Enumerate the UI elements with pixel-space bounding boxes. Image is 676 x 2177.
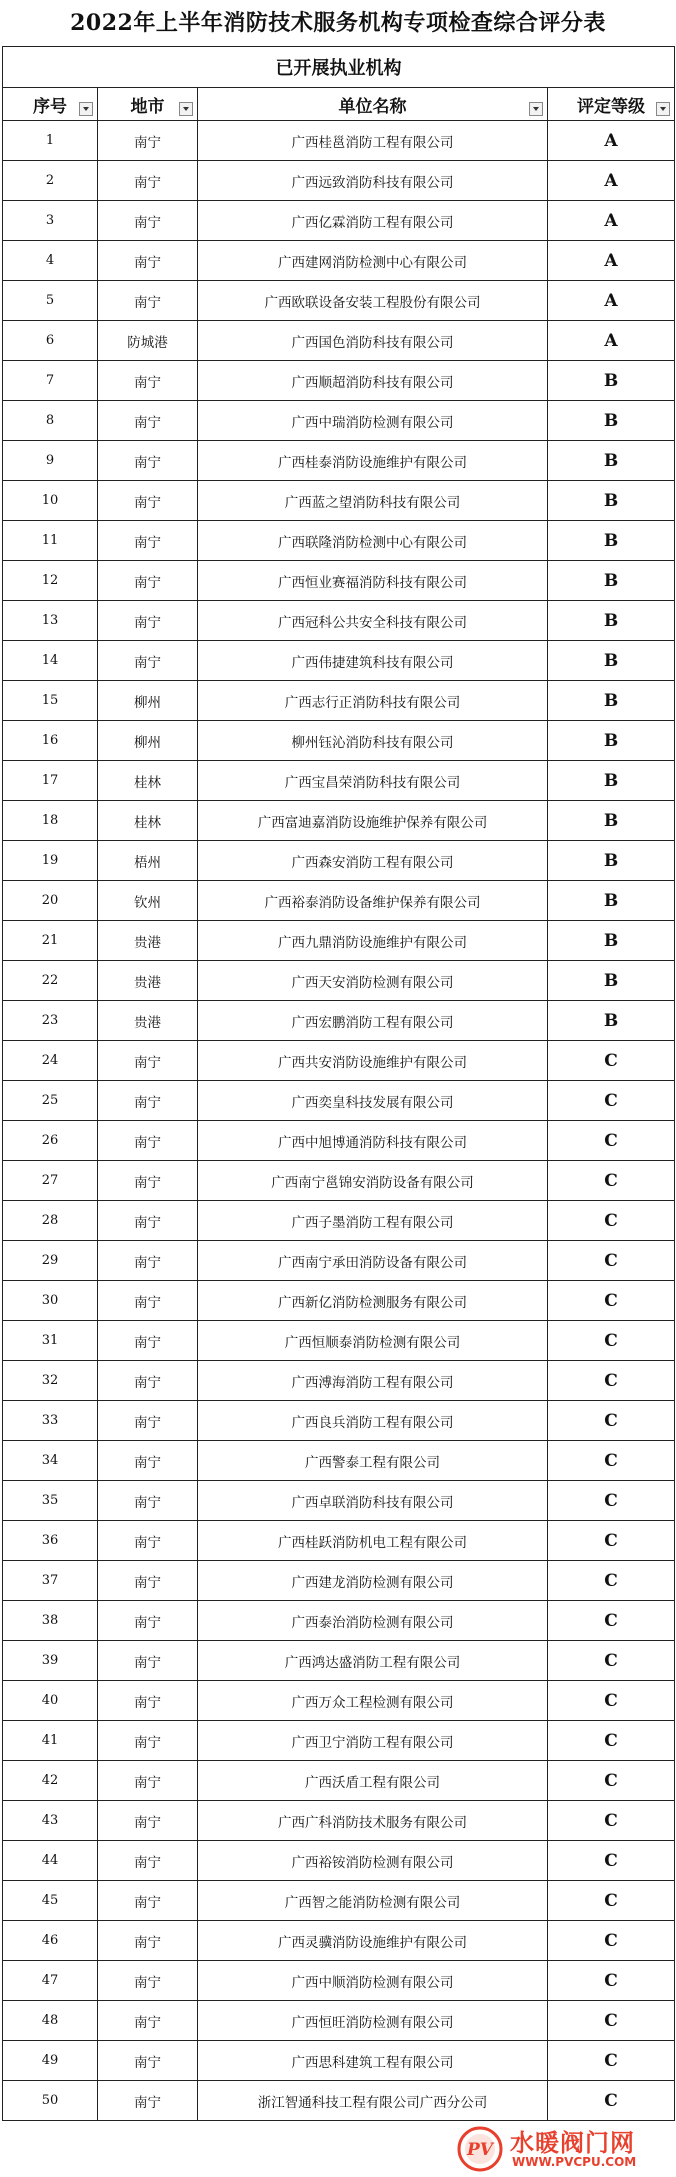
cell-city: 南宁	[98, 1801, 198, 1841]
cell-grade: B	[548, 721, 675, 761]
cell-grade: C	[548, 1121, 675, 1161]
cell-grade: C	[548, 1201, 675, 1241]
cell-city: 柳州	[98, 721, 198, 761]
cell-grade: C	[548, 2041, 675, 2081]
table-row	[3, 241, 675, 281]
cell-city: 南宁	[98, 1241, 198, 1281]
cell-grade: C	[548, 1401, 675, 1441]
cell-name: 广西广科消防技术服务有限公司	[198, 1801, 548, 1841]
cell-grade: A	[548, 121, 675, 161]
cell-grade: A	[548, 321, 675, 361]
cell-name: 广西桂跃消防机电工程有限公司	[198, 1521, 548, 1561]
cell-grade: C	[548, 1881, 675, 1921]
cell-city: 南宁	[98, 1281, 198, 1321]
cell-city: 南宁	[98, 1081, 198, 1121]
table-row	[3, 521, 675, 561]
cell-name: 广西冠科公共安全科技有限公司	[198, 601, 548, 641]
cell-no: 49	[3, 2041, 98, 2081]
cell-name: 广西泰治消防检测有限公司	[198, 1601, 548, 1641]
table-row	[3, 1121, 675, 1161]
cell-city: 南宁	[98, 201, 198, 241]
cell-no: 12	[3, 561, 98, 601]
cell-city: 贵港	[98, 921, 198, 961]
cell-grade: B	[548, 401, 675, 441]
cell-no: 17	[3, 761, 98, 801]
filter-dropdown-icon[interactable]	[529, 102, 543, 116]
column-header-no	[3, 88, 98, 121]
cell-no: 1	[3, 121, 98, 161]
table-row	[3, 2001, 675, 2041]
watermark	[456, 2121, 672, 2175]
cell-no: 4	[3, 241, 98, 281]
table-row	[3, 1001, 675, 1041]
cell-name: 浙江智通科技工程有限公司广西分公司	[198, 2081, 548, 2121]
cell-grade: C	[548, 1281, 675, 1321]
cell-no: 15	[3, 681, 98, 721]
cell-name: 广西联隆消防检测中心有限公司	[198, 521, 548, 561]
table-row	[3, 801, 675, 841]
cell-city: 南宁	[98, 1361, 198, 1401]
table-row	[3, 1321, 675, 1361]
table-row	[3, 1281, 675, 1321]
cell-grade: B	[548, 881, 675, 921]
cell-grade: C	[548, 1681, 675, 1721]
table-row	[3, 441, 675, 481]
cell-no: 6	[3, 321, 98, 361]
cell-no: 16	[3, 721, 98, 761]
cell-no: 3	[3, 201, 98, 241]
cell-no: 9	[3, 441, 98, 481]
cell-name: 广西国色消防科技有限公司	[198, 321, 548, 361]
cell-name: 广西子墨消防工程有限公司	[198, 1201, 548, 1241]
cell-city: 南宁	[98, 1401, 198, 1441]
cell-city: 南宁	[98, 361, 198, 401]
watermark-logo-text: PV	[467, 2140, 493, 2160]
cell-name: 广西顺超消防科技有限公司	[198, 361, 548, 401]
table-row	[3, 2041, 675, 2081]
cell-grade: B	[548, 641, 675, 681]
cell-no: 11	[3, 521, 98, 561]
cell-grade: C	[548, 1041, 675, 1081]
cell-name: 广西新亿消防检测服务有限公司	[198, 1281, 548, 1321]
watermark-logo-icon	[456, 2125, 504, 2173]
cell-no: 29	[3, 1241, 98, 1281]
cell-grade: C	[548, 1721, 675, 1761]
cell-name: 广西九鼎消防设施维护有限公司	[198, 921, 548, 961]
cell-no: 27	[3, 1161, 98, 1201]
cell-name: 广西奕皇科技发展有限公司	[198, 1081, 548, 1121]
cell-name: 广西思科建筑工程有限公司	[198, 2041, 548, 2081]
cell-grade: C	[548, 1961, 675, 2001]
cell-grade: B	[548, 961, 675, 1001]
filter-dropdown-icon[interactable]	[79, 102, 93, 116]
cell-city: 柳州	[98, 681, 198, 721]
cell-name: 广西中顺消防检测有限公司	[198, 1961, 548, 2001]
cell-city: 南宁	[98, 1521, 198, 1561]
table-row	[3, 641, 675, 681]
cell-city: 南宁	[98, 1481, 198, 1521]
cell-grade: C	[548, 1081, 675, 1121]
cell-name: 广西中瑞消防检测有限公司	[198, 401, 548, 441]
cell-city: 南宁	[98, 1841, 198, 1881]
cell-no: 45	[3, 1881, 98, 1921]
cell-city: 南宁	[98, 1681, 198, 1721]
cell-no: 18	[3, 801, 98, 841]
table-row	[3, 1361, 675, 1401]
cell-no: 8	[3, 401, 98, 441]
cell-city: 桂林	[98, 801, 198, 841]
cell-name: 广西富迪嘉消防设施维护保养有限公司	[198, 801, 548, 841]
cell-city: 南宁	[98, 1561, 198, 1601]
cell-name: 广西沃盾工程有限公司	[198, 1761, 548, 1801]
cell-no: 26	[3, 1121, 98, 1161]
cell-name: 广西宝昌荣消防科技有限公司	[198, 761, 548, 801]
table-row	[3, 2081, 675, 2121]
table-row	[3, 161, 675, 201]
cell-grade: C	[548, 1521, 675, 1561]
table-row	[3, 401, 675, 441]
table-row	[3, 1961, 675, 2001]
cell-city: 南宁	[98, 601, 198, 641]
cell-no: 20	[3, 881, 98, 921]
cell-name: 广西灵骥消防设施维护有限公司	[198, 1921, 548, 1961]
cell-grade: C	[548, 2001, 675, 2041]
cell-grade: B	[548, 441, 675, 481]
cell-name: 广西卓联消防科技有限公司	[198, 1481, 548, 1521]
cell-grade: C	[548, 1641, 675, 1681]
cell-city: 南宁	[98, 1441, 198, 1481]
cell-name: 广西南宁承田消防设备有限公司	[198, 1241, 548, 1281]
cell-no: 37	[3, 1561, 98, 1601]
cell-no: 41	[3, 1721, 98, 1761]
cell-grade: C	[548, 1561, 675, 1601]
table-row	[3, 1921, 675, 1961]
cell-name: 广西伟捷建筑科技有限公司	[198, 641, 548, 681]
cell-grade: C	[548, 1841, 675, 1881]
filter-dropdown-icon[interactable]	[656, 102, 670, 116]
cell-city: 南宁	[98, 481, 198, 521]
cell-name: 广西南宁邕锦安消防设备有限公司	[198, 1161, 548, 1201]
cell-grade: C	[548, 1161, 675, 1201]
table-row	[3, 1881, 675, 1921]
cell-name: 广西恒顺泰消防检测有限公司	[198, 1321, 548, 1361]
cell-no: 40	[3, 1681, 98, 1721]
table-row	[3, 281, 675, 321]
cell-name: 广西桂邕消防工程有限公司	[198, 121, 548, 161]
cell-grade: B	[548, 841, 675, 881]
filter-dropdown-icon[interactable]	[179, 102, 193, 116]
table-row	[3, 121, 675, 161]
cell-grade: B	[548, 1001, 675, 1041]
column-header-name	[198, 88, 548, 121]
cell-no: 50	[3, 2081, 98, 2121]
cell-grade: B	[548, 521, 675, 561]
cell-city: 南宁	[98, 2001, 198, 2041]
cell-no: 44	[3, 1841, 98, 1881]
table-row	[3, 201, 675, 241]
cell-name: 广西裕铵消防检测有限公司	[198, 1841, 548, 1881]
table-row	[3, 1841, 675, 1881]
column-header-grade	[548, 88, 675, 121]
cell-grade: B	[548, 561, 675, 601]
cell-no: 13	[3, 601, 98, 641]
cell-city: 南宁	[98, 2041, 198, 2081]
cell-name: 广西卫宁消防工程有限公司	[198, 1721, 548, 1761]
table-row	[3, 1721, 675, 1761]
cell-no: 21	[3, 921, 98, 961]
cell-city: 南宁	[98, 161, 198, 201]
cell-grade: C	[548, 1921, 675, 1961]
cell-name: 广西恒业赛福消防科技有限公司	[198, 561, 548, 601]
cell-city: 南宁	[98, 281, 198, 321]
cell-name: 广西智之能消防检测有限公司	[198, 1881, 548, 1921]
cell-grade: C	[548, 1361, 675, 1401]
cell-grade: A	[548, 161, 675, 201]
cell-name: 广西中旭博通消防科技有限公司	[198, 1121, 548, 1161]
cell-no: 33	[3, 1401, 98, 1441]
cell-city: 南宁	[98, 1881, 198, 1921]
cell-no: 14	[3, 641, 98, 681]
cell-no: 25	[3, 1081, 98, 1121]
cell-name: 广西万众工程检测有限公司	[198, 1681, 548, 1721]
table-row	[3, 1521, 675, 1561]
cell-city: 南宁	[98, 1921, 198, 1961]
cell-city: 南宁	[98, 441, 198, 481]
cell-grade: C	[548, 1241, 675, 1281]
cell-grade: B	[548, 481, 675, 521]
column-header-city	[98, 88, 198, 121]
table-row	[3, 481, 675, 521]
table-body	[3, 121, 675, 2121]
cell-no: 48	[3, 2001, 98, 2041]
table-row	[3, 1201, 675, 1241]
cell-city: 南宁	[98, 1201, 198, 1241]
cell-name: 广西欧联设备安装工程股份有限公司	[198, 281, 548, 321]
cell-no: 19	[3, 841, 98, 881]
table-row	[3, 1401, 675, 1441]
cell-no: 38	[3, 1601, 98, 1641]
cell-city: 南宁	[98, 1601, 198, 1641]
cell-name: 广西良兵消防工程有限公司	[198, 1401, 548, 1441]
cell-no: 42	[3, 1761, 98, 1801]
table-row	[3, 881, 675, 921]
cell-name: 广西森安消防工程有限公司	[198, 841, 548, 881]
table-row	[3, 1161, 675, 1201]
cell-city: 桂林	[98, 761, 198, 801]
cell-city: 南宁	[98, 1161, 198, 1201]
table-row	[3, 721, 675, 761]
cell-city: 南宁	[98, 121, 198, 161]
cell-no: 23	[3, 1001, 98, 1041]
cell-city: 南宁	[98, 1641, 198, 1681]
cell-name: 广西志行正消防科技有限公司	[198, 681, 548, 721]
column-header-name-label: 单位名称	[338, 96, 407, 117]
table-row	[3, 561, 675, 601]
cell-grade: C	[548, 2081, 675, 2121]
table-row	[3, 921, 675, 961]
cell-city: 南宁	[98, 1321, 198, 1361]
watermark-title: 水暖阀门网	[510, 2129, 635, 2157]
cell-grade: B	[548, 801, 675, 841]
table-row	[3, 1801, 675, 1841]
cell-name: 广西远致消防科技有限公司	[198, 161, 548, 201]
cell-grade: B	[548, 681, 675, 721]
table-row	[3, 1561, 675, 1601]
cell-name: 广西恒旺消防检测有限公司	[198, 2001, 548, 2041]
cell-city: 南宁	[98, 2081, 198, 2121]
table-row	[3, 1601, 675, 1641]
table-row	[3, 1481, 675, 1521]
cell-grade: C	[548, 1601, 675, 1641]
column-header-grade-label: 评定等级	[577, 96, 645, 117]
cell-city: 南宁	[98, 1761, 198, 1801]
cell-no: 39	[3, 1641, 98, 1681]
cell-no: 10	[3, 481, 98, 521]
cell-name: 广西裕泰消防设备维护保养有限公司	[198, 881, 548, 921]
cell-city: 南宁	[98, 401, 198, 441]
cell-no: 32	[3, 1361, 98, 1401]
cell-no: 28	[3, 1201, 98, 1241]
cell-no: 30	[3, 1281, 98, 1321]
section-title: 已开展执业机构	[3, 47, 675, 88]
cell-city: 贵港	[98, 1001, 198, 1041]
table-row	[3, 361, 675, 401]
cell-grade: A	[548, 241, 675, 281]
cell-name: 广西蓝之望消防科技有限公司	[198, 481, 548, 521]
cell-no: 2	[3, 161, 98, 201]
cell-city: 贵港	[98, 961, 198, 1001]
cell-grade: B	[548, 361, 675, 401]
table-row	[3, 1761, 675, 1801]
cell-name: 广西警泰工程有限公司	[198, 1441, 548, 1481]
cell-name: 广西天安消防检测有限公司	[198, 961, 548, 1001]
cell-no: 47	[3, 1961, 98, 2001]
score-table	[2, 46, 675, 2121]
cell-no: 46	[3, 1921, 98, 1961]
cell-no: 5	[3, 281, 98, 321]
table-row	[3, 1081, 675, 1121]
cell-city: 南宁	[98, 1121, 198, 1161]
watermark-url: WWW.PVCPU.COM	[512, 2155, 637, 2169]
cell-city: 钦州	[98, 881, 198, 921]
cell-grade: A	[548, 201, 675, 241]
table-row	[3, 1681, 675, 1721]
cell-no: 43	[3, 1801, 98, 1841]
column-header-city-label: 地市	[130, 96, 165, 117]
cell-grade: A	[548, 281, 675, 321]
cell-city: 南宁	[98, 641, 198, 681]
cell-no: 22	[3, 961, 98, 1001]
cell-grade: C	[548, 1801, 675, 1841]
cell-city: 南宁	[98, 1961, 198, 2001]
cell-name: 广西建网消防检测中心有限公司	[198, 241, 548, 281]
cell-name: 广西溥海消防工程有限公司	[198, 1361, 548, 1401]
cell-name: 广西共安消防设施维护有限公司	[198, 1041, 548, 1081]
cell-no: 24	[3, 1041, 98, 1081]
cell-no: 7	[3, 361, 98, 401]
cell-no: 34	[3, 1441, 98, 1481]
cell-grade: C	[548, 1441, 675, 1481]
column-header-no-label: 序号	[33, 96, 67, 117]
table-row	[3, 761, 675, 801]
cell-name: 广西桂泰消防设施维护有限公司	[198, 441, 548, 481]
cell-name: 广西建龙消防检测有限公司	[198, 1561, 548, 1601]
cell-grade: C	[548, 1481, 675, 1521]
cell-no: 35	[3, 1481, 98, 1521]
cell-city: 南宁	[98, 241, 198, 281]
cell-no: 36	[3, 1521, 98, 1561]
cell-name: 广西宏鹏消防工程有限公司	[198, 1001, 548, 1041]
cell-city: 南宁	[98, 521, 198, 561]
cell-name: 柳州钰沁消防科技有限公司	[198, 721, 548, 761]
table-row	[3, 1641, 675, 1681]
cell-no: 31	[3, 1321, 98, 1361]
table-row	[3, 841, 675, 881]
table-row	[3, 1241, 675, 1281]
page-title: 2022年上半年消防技术服务机构专项检查综合评分表	[70, 10, 606, 36]
table-row	[3, 681, 675, 721]
cell-city: 南宁	[98, 561, 198, 601]
cell-name: 广西鸿达盛消防工程有限公司	[198, 1641, 548, 1681]
table-row	[3, 961, 675, 1001]
cell-city: 南宁	[98, 1721, 198, 1761]
cell-city: 南宁	[98, 1041, 198, 1081]
cell-grade: B	[548, 921, 675, 961]
table-row	[3, 601, 675, 641]
cell-name: 广西亿霖消防工程有限公司	[198, 201, 548, 241]
table-row	[3, 1441, 675, 1481]
cell-grade: C	[548, 1321, 675, 1361]
cell-grade: B	[548, 761, 675, 801]
table-row	[3, 1041, 675, 1081]
cell-grade: C	[548, 1761, 675, 1801]
cell-city: 防城港	[98, 321, 198, 361]
cell-grade: B	[548, 601, 675, 641]
cell-city: 梧州	[98, 841, 198, 881]
table-row	[3, 321, 675, 361]
